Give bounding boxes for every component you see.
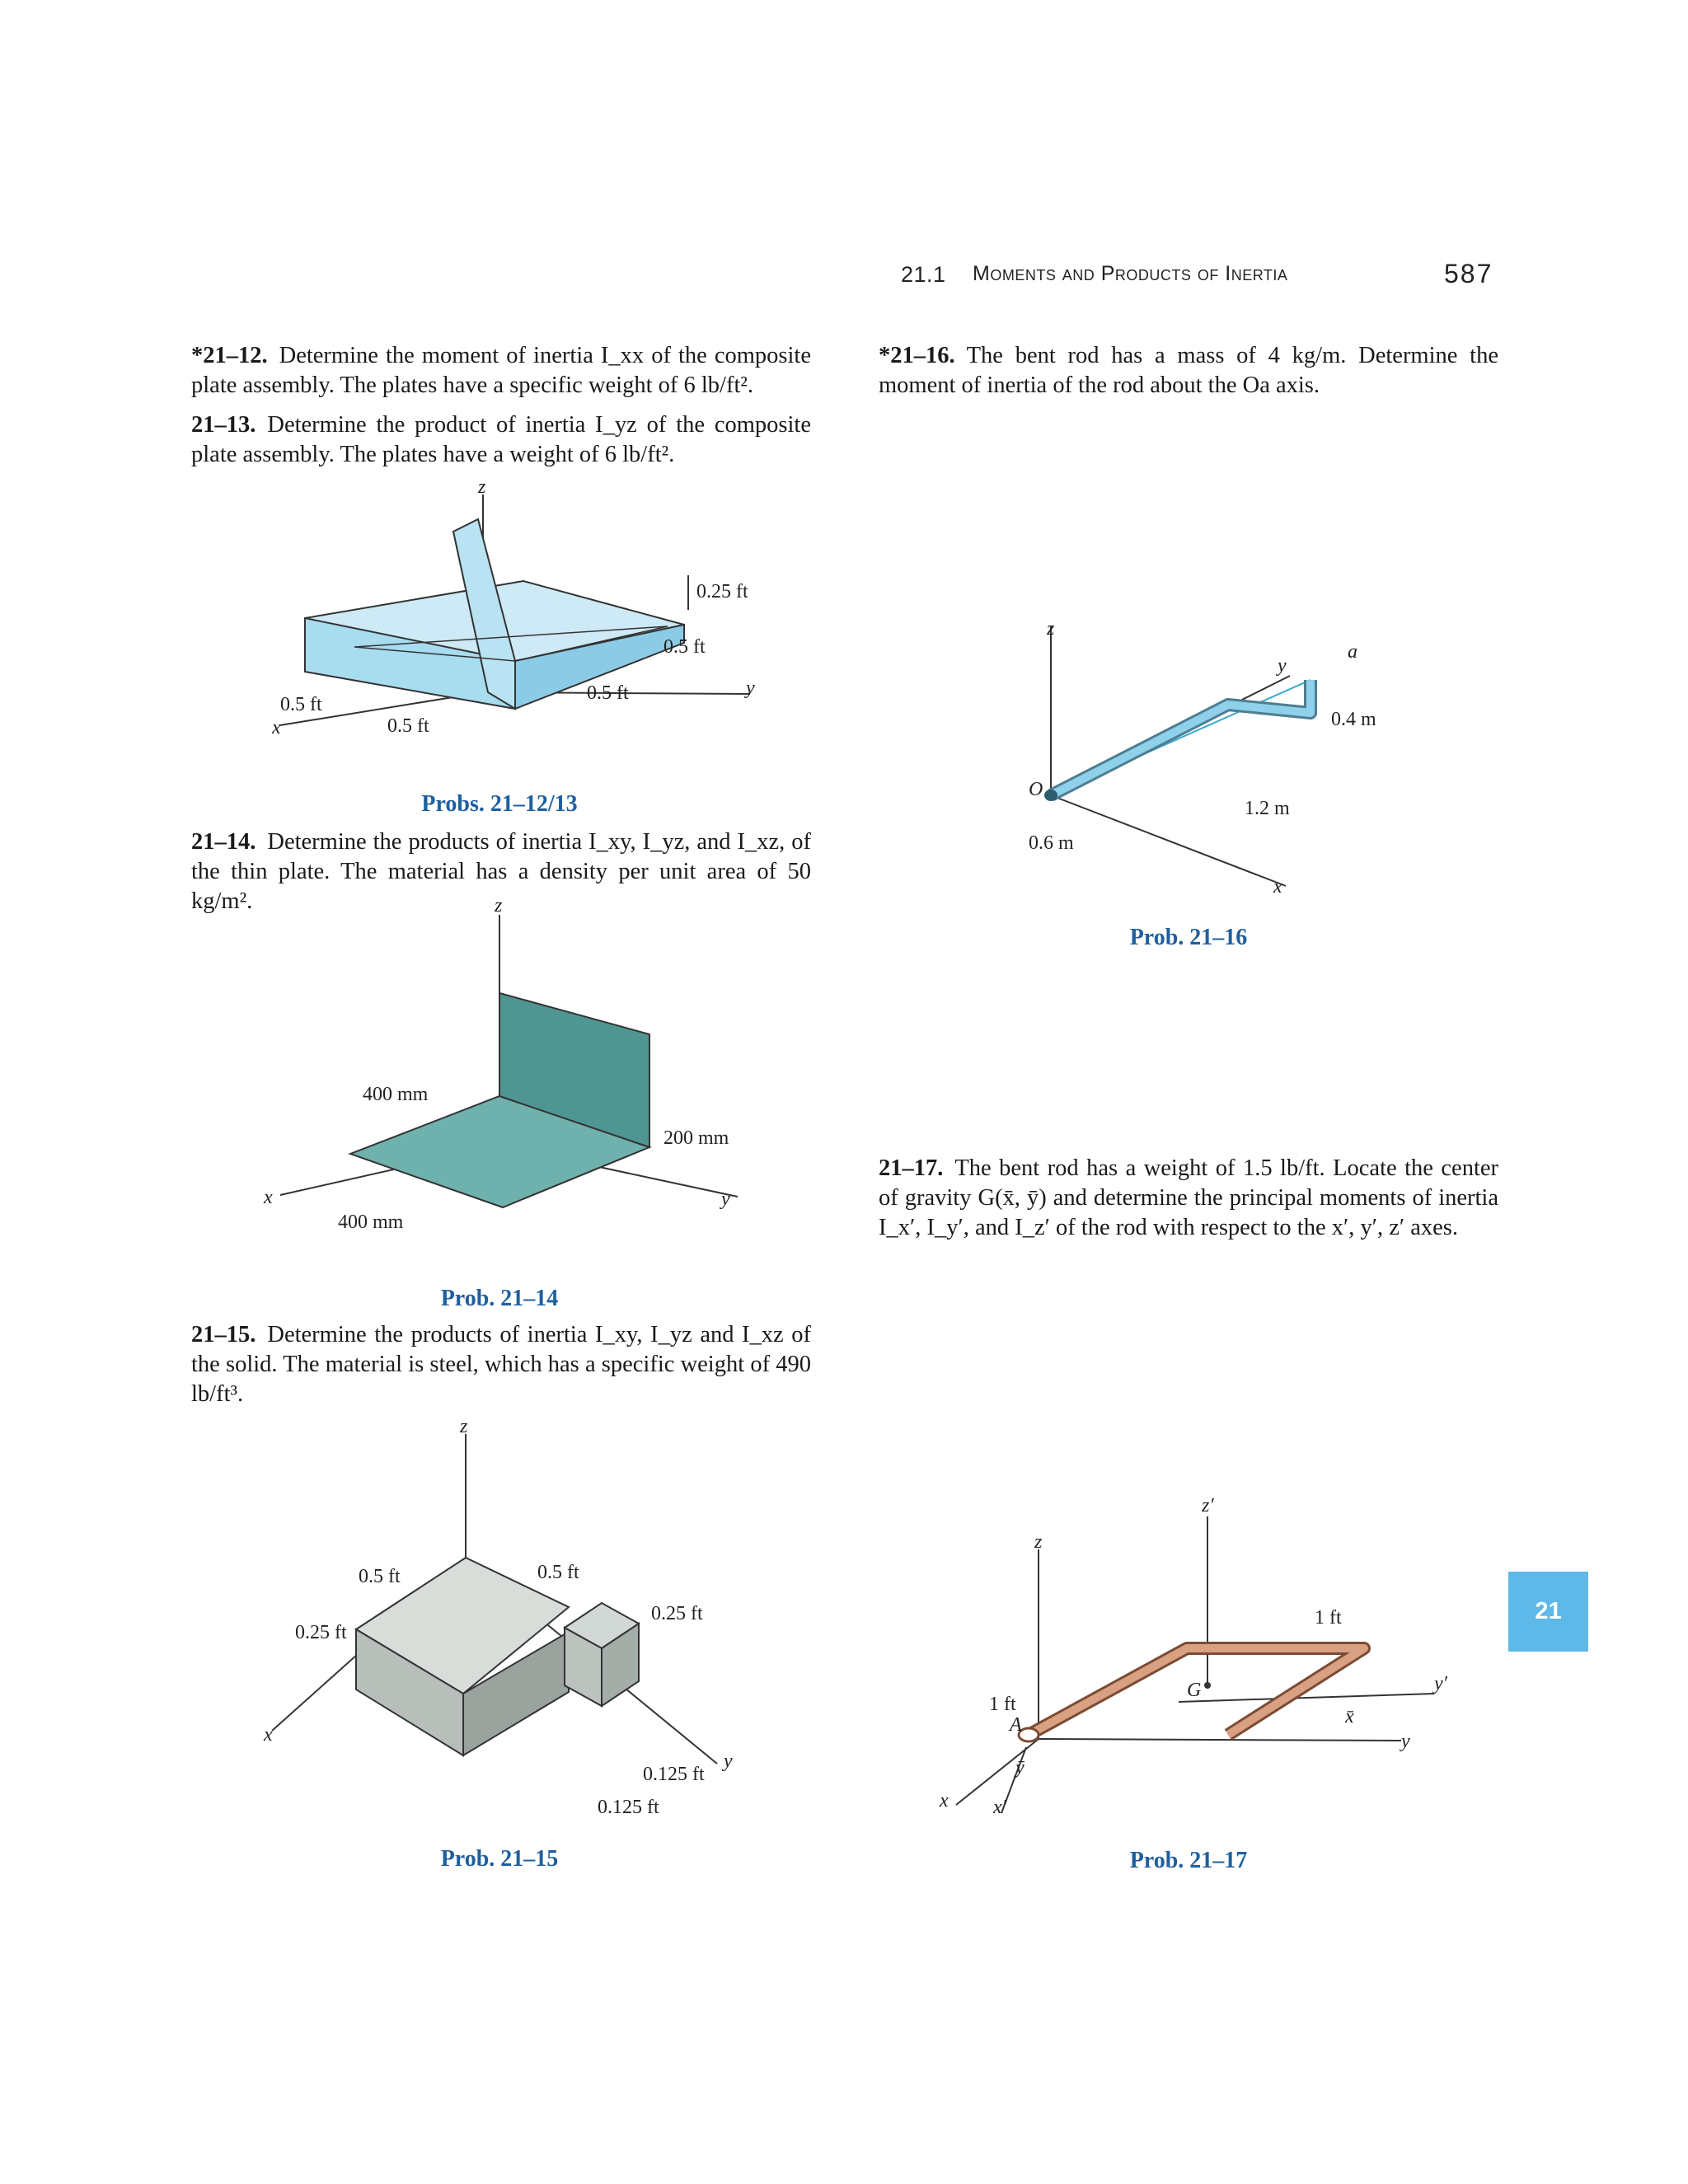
axis-y-label: y [1278,655,1287,677]
axis-x-label: x [1273,876,1282,898]
origin-label: O [1029,779,1043,800]
figure-steel-solid [256,1418,767,1830]
problem-21-13 [191,410,811,470]
axis-z-label: z [495,898,503,916]
axis-y-label: y [724,1750,733,1772]
figure-composite-plate [231,478,808,775]
dim-label: 0.125 ft [643,1764,705,1785]
dim-label: 400 mm [338,1212,404,1233]
dim-label: 400 mm [363,1084,429,1105]
problem-number: 21–17. [879,1155,944,1181]
axis-z-label: z [460,1418,468,1437]
caption-prob-21-16: Prob. 21–16 [1129,925,1248,950]
axis-x-label: x [264,1724,273,1746]
dim-label: 0.25 ft [295,1622,347,1643]
axis-y-label: y [1401,1731,1410,1752]
axis-y-label: y [746,677,755,699]
axis-z-label: z [1047,618,1055,640]
problem-number: 21–14. [191,829,256,855]
center-of-gravity-label: G [1187,1680,1202,1701]
problem-text: The bent rod has a mass of 4 kg/m. Determine the moment of inertia of the rod about the Oa axis. [879,343,1498,398]
caption-prob-21-15: Prob. 21–15 [440,1846,559,1872]
axis-x-label: x [940,1790,949,1811]
dim-label: 0.6 m [1029,832,1074,854]
caption-prob-21-17: Prob. 21–17 [1129,1848,1248,1873]
problem-text: Determine the products of inertia I_xy, I_yz and I_xz of the solid. The material is steel, which has a specific weight of 490 lb/ft³. [191,1322,811,1407]
point-a-label: A [1010,1714,1022,1736]
running-title: Moments and Products of Inertia [973,262,1288,285]
dim-label: 0.5 ft [537,1562,579,1583]
axis-x-label: x [272,717,281,738]
chapter-tab: 21 [1508,1572,1588,1652]
caption-probs-21-12-13: Probs. 21–12/13 [421,791,578,817]
problem-number: 21–13. [191,412,256,438]
caption-prob-21-14: Prob. 21–14 [440,1286,559,1311]
dim-label: 0.5 ft [663,636,706,658]
problem-number: *21–12. [191,343,268,368]
axis-yprime-label: y′ [1434,1673,1447,1694]
problem-number: *21–16. [879,343,955,368]
problem-21-15 [191,1320,811,1409]
dim-label: 1.2 m [1245,798,1290,819]
problem-text: The bent rod has a weight of 1.5 lb/ft. Locate the center of gravity G(x̄, ȳ) and determine the principal moments of inertia I_x′, I_y′, and I_z′ of the rod with respect to the x′, y′, z′ axes. [879,1155,1498,1240]
axis-zprime-label: z′ [1202,1495,1214,1516]
problem-text: Determine the products of inertia I_xy, I_yz, and I_xz, of the thin plate. The material has a density per unit area of 50 kg/m². [191,829,811,914]
dim-label: 1 ft [1315,1607,1342,1629]
problem-text: Determine the product of inertia I_yz of the composite plate assembly. The plates have a weight of 6 lb/ft². [191,412,811,467]
ybar-label: ȳ [1015,1757,1025,1779]
dim-label: 0.5 ft [387,715,429,737]
section-number: 21.1 [901,262,946,287]
axis-z-label: z [478,478,486,498]
xbar-label: x̄ [1345,1706,1354,1727]
axis-y-label: y [721,1188,730,1210]
axis-x-label: x [264,1187,273,1208]
figure-bent-rod-oa [981,610,1426,915]
dim-label: 0.5 ft [359,1566,401,1587]
figure-thin-plate [256,898,767,1253]
dim-label: 1 ft [989,1694,1016,1715]
problem-text: Determine the moment of inertia I_xx of the composite plate assembly. The plates have a specific weight of 6 lb/ft². [191,343,811,398]
axis-xprime-label: x′ [993,1797,1006,1818]
dim-label: 0.25 ft [696,581,748,602]
page-number: 587 [1444,259,1493,288]
dim-label: 0.5 ft [587,682,629,704]
axis-a-label: a [1348,641,1357,663]
problem-21-12 [191,341,811,401]
problem-21-16 [879,341,1498,401]
dim-label: 200 mm [663,1127,729,1149]
problem-21-17 [879,1154,1498,1243]
dim-label: 0.25 ft [651,1603,703,1624]
dim-label: 0.125 ft [598,1797,659,1818]
dim-label: 0.4 m [1331,709,1376,730]
dim-label: 0.5 ft [280,694,322,715]
axis-z-label: z [1034,1531,1043,1553]
figure-bent-rod-g [907,1483,1467,1838]
problem-number: 21–15. [191,1322,256,1347]
